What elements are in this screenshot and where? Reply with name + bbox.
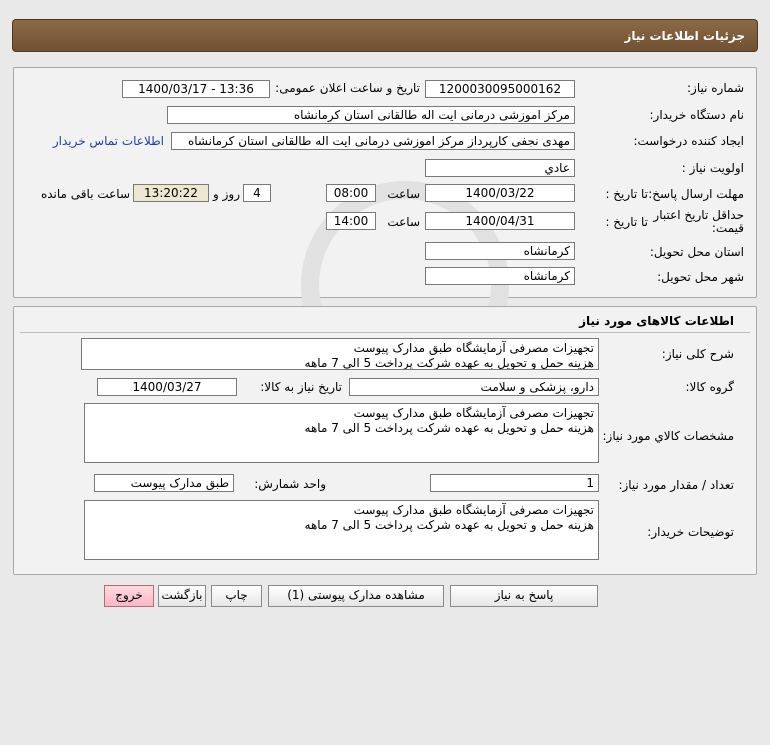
qty-field: 1 [430,474,599,492]
validity-date-field: 1400/04/31 [425,212,575,230]
spec-label: مشخصات کالاي مورد نیاز: [602,429,734,443]
validity-label: حداقل تاریخ اعتبار قیمت: [653,208,744,235]
general-info-panel [13,67,757,298]
deadline-time-label: ساعت [387,187,420,201]
notes-line-2: هزینه حمل و تحویل به عهده شرکت پرداخت 5 الی 7 ماهه [304,518,594,532]
remaining-time-field: 13:20:22 [133,184,209,202]
spec-line-2: هزینه حمل و تحویل به عهده شرکت پرداخت 5 الی 7 ماهه [304,421,594,435]
need-date-label: تاریخ نیاز به کالا: [260,380,342,394]
validity-time-label: ساعت [387,215,420,229]
creator-label: ایجاد کننده درخواست: [633,134,744,148]
contact-buyer-link[interactable]: اطلاعات تماس خریدار [52,134,164,148]
unit-label: واحد شمارش: [254,477,326,491]
need-date-field: 1400/03/27 [97,378,237,396]
qty-label: تعداد / مقدار مورد نیاز: [618,478,734,492]
days-label: روز و [213,187,240,201]
reply-button[interactable]: پاسخ به نیاز [450,585,598,607]
city-label: شهر محل تحویل: [657,270,744,284]
back-button[interactable]: بازگشت [158,585,206,607]
page-header [12,19,758,52]
attachments-button[interactable]: مشاهده مدارک پیوستی (1) [268,585,444,607]
priority-label: اولویت نیاز : [681,161,744,175]
city-field: کرمانشاه [425,267,575,285]
buyer-org-label: نام دستگاه خریدار: [649,108,744,122]
summary-label: شرح کلی نیاز: [661,347,734,361]
deadline-to-date-label: تا تاریخ : [605,187,648,201]
deadline-label: مهلت ارسال پاسخ: [648,187,744,201]
print-button[interactable]: چاپ [211,585,262,607]
province-label: استان محل تحویل: [649,245,744,259]
unit-field: طبق مدارک پیوست [94,474,234,492]
group-label: گروه کالا: [685,380,734,394]
announce-field: 1400/03/17 - 13:36 [122,80,270,98]
validity-time-field: 14:00 [326,212,376,230]
validity-to-date-label: تا تاریخ : [605,215,648,229]
creator-field: مهدی نجفی کارپرداز مرکز اموزشی درمانی ایت اله طالقانی استان کرمانشاه [171,132,575,150]
notes-field [84,500,599,560]
notes-label: توضیحات خریدار: [647,525,734,539]
priority-field: عادي [425,159,575,177]
province-field: کرمانشاه [425,242,575,260]
deadline-date-field: 1400/03/22 [425,184,575,202]
group-field: دارو، پزشکی و سلامت [349,378,599,396]
announce-label: تاریخ و ساعت اعلان عمومی: [275,81,420,95]
spec-field [84,403,599,463]
summary-field [81,338,599,370]
spec-line-1: تجهیزات مصرفی آزمایشگاه طبق مدارک پیوست [353,406,594,420]
summary-line-1: تجهیزات مصرفی آزمایشگاه طبق مدارک پیوست [353,341,594,355]
page-title: جزئیات اطلاعات نیاز [624,29,745,43]
need-number-field: 1200030095000162 [425,80,575,98]
deadline-time-field: 08:00 [326,184,376,202]
buyer-org-field: مرکز اموزشی درمانی ایت اله طالقانی استان کرمانشاه [167,106,575,124]
exit-button[interactable]: خروج [104,585,154,607]
summary-line-2: هزینه حمل و تحویل به عهده شرکت پرداخت 5 الی 7 ماهه [304,356,594,370]
need-number-label: شماره نیاز: [687,81,744,95]
days-field: 4 [243,184,271,202]
notes-line-1: تجهیزات مصرفی آزمایشگاه طبق مدارک پیوست [353,503,594,517]
goods-section-title: اطلاعات کالاهای مورد نیاز [579,314,734,328]
goods-divider [20,332,750,333]
remaining-label: ساعت باقی مانده [40,187,130,201]
